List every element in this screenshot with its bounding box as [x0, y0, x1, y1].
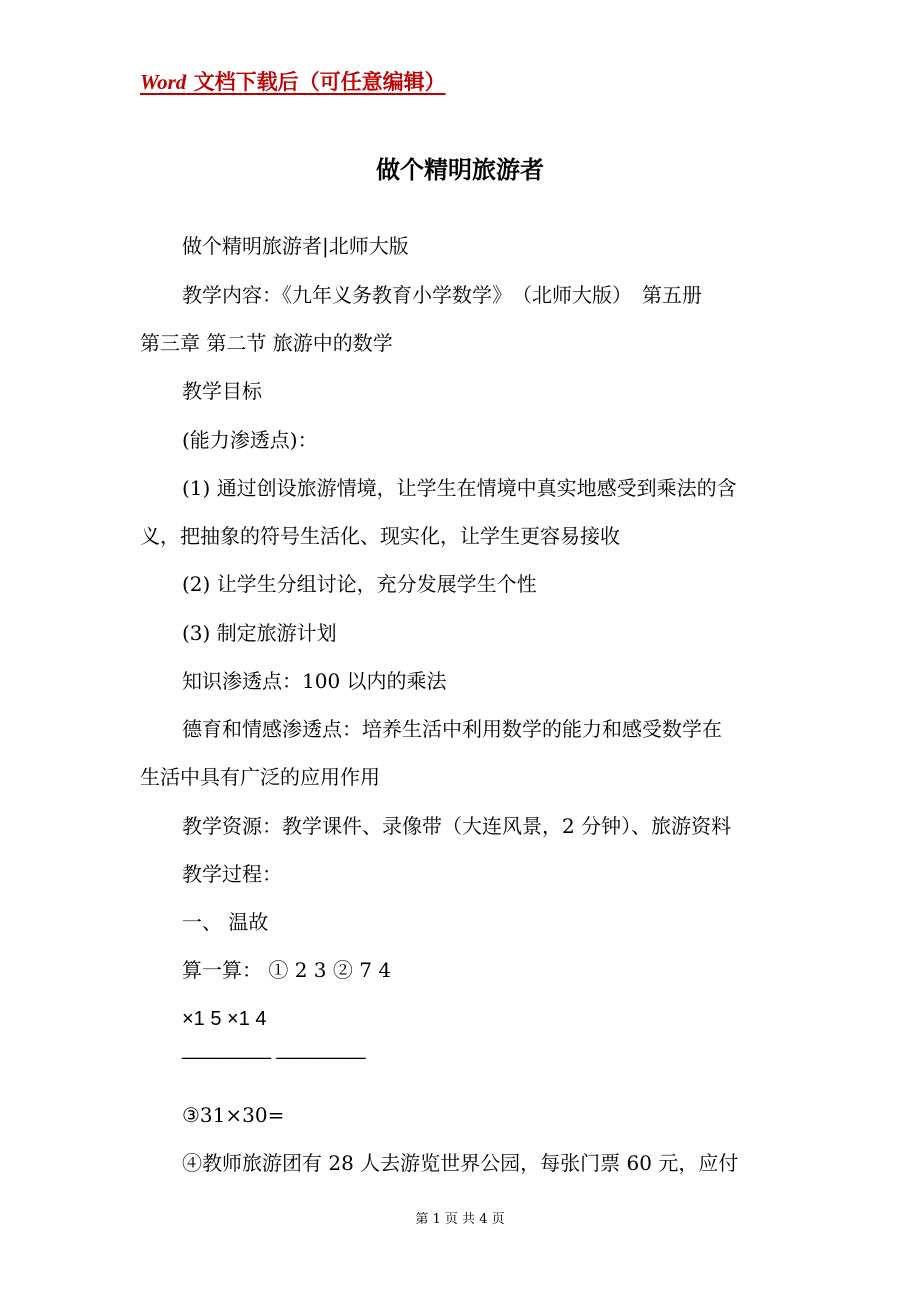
paragraph-line: ________ ________ — [182, 1038, 366, 1060]
download-banner[interactable] — [140, 66, 446, 96]
paragraph-line: (3) 制定旅游计划 — [182, 621, 337, 645]
paragraph-line: (能力渗透点)： — [182, 428, 318, 452]
banner-word: Word — [140, 70, 187, 94]
paragraph-line: (2) 让学生分组讨论，充分发展学生个性 — [182, 572, 537, 596]
document-title: 做个精明旅游者 — [376, 155, 544, 184]
paragraph-line: ×1 5 ×1 4 — [182, 1008, 267, 1030]
paragraph-line: ③31×30= — [182, 1103, 285, 1127]
paragraph-line: (1) 通过创设旅游情境，让学生在情境中真实地感受到乘法的含 — [182, 476, 737, 500]
paragraph-line: ④教师旅游团有 28 人去游览世界公园，每张门票 60 元，应付 — [182, 1151, 739, 1175]
paragraph-line: 教学资源：教学课件、录像带（大连风景，2 分钟）、旅游资料 — [182, 814, 732, 838]
paragraph-line: 算一算： ① 2 3 ② 7 4 — [182, 958, 392, 982]
banner-text: 文档下载后（可任意编辑） — [186, 69, 446, 94]
paragraph-line: 德育和情感渗透点：培养生活中利用数学的能力和感受数学在 — [182, 717, 722, 741]
paragraph-line: 教学目标 — [182, 379, 262, 403]
paragraph-line: 教学内容：《九年义务教育小学数学》 （北师大版） 第五册 — [182, 283, 702, 307]
paragraph-line: 教学过程： — [182, 862, 282, 886]
paragraph-line: 第三章 第二节 旅游中的数学 — [140, 331, 393, 355]
paragraph-line: 一、 温故 — [182, 910, 269, 934]
page-number: 第 1 页 共 4 页 — [415, 1212, 505, 1227]
paragraph-line: 知识渗透点：100 以内的乘法 — [182, 669, 447, 693]
paragraph-line: 生活中具有广泛的应用作用 — [140, 765, 380, 789]
paragraph-line: 做个精明旅游者|北师大版 — [182, 234, 409, 258]
paragraph-line: 义，把抽象的符号生活化、现实化，让学生更容易接收 — [140, 524, 620, 548]
